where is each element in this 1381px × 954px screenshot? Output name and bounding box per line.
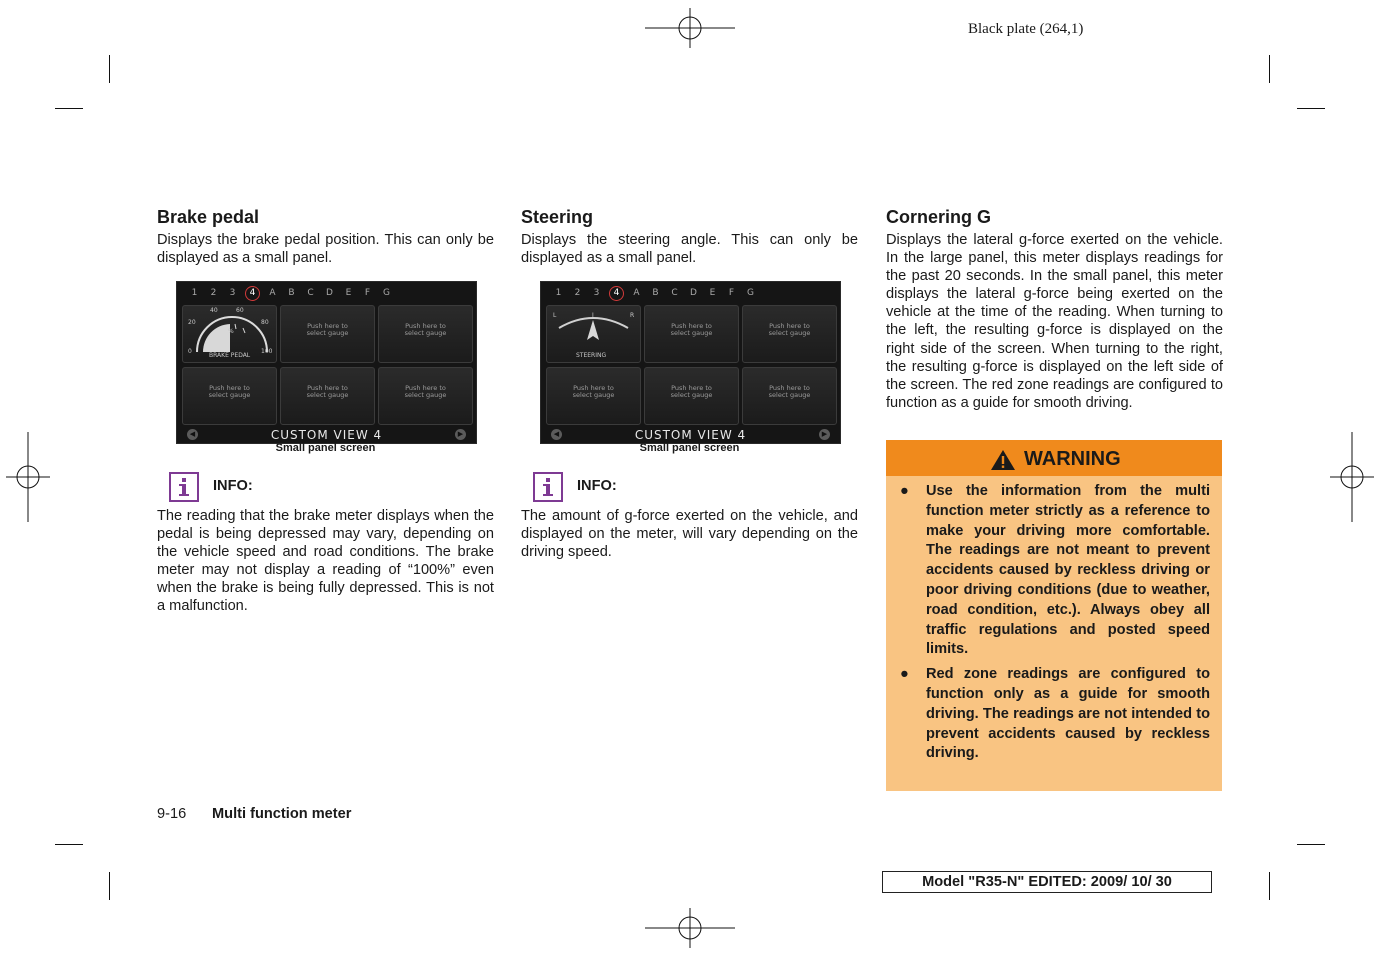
prev-arrow-icon[interactable]: ◀	[551, 429, 562, 440]
model-box	[882, 871, 1212, 893]
prev-arrow-icon[interactable]: ◀	[187, 429, 198, 440]
gauge-label: BRAKE PEDAL	[209, 352, 251, 359]
screen-tab: E	[345, 288, 352, 298]
screen-tab-active: 4	[609, 286, 624, 301]
screen-tab: G	[383, 288, 390, 298]
screen-title: CUSTOM VIEW 4	[270, 428, 383, 442]
screen-tabs	[185, 286, 396, 302]
warning-item-text: Red zone readings are configured to function only as a guide for smooth driving. The readings are not intended to prevent accidents caused by reckless driving.	[926, 666, 1210, 762]
gauge-tick: 80	[261, 319, 269, 326]
screen-footer	[177, 427, 476, 443]
gauge-select-tile[interactable]	[182, 367, 277, 425]
crop-mark	[1269, 55, 1270, 83]
screen-tab: D	[690, 288, 697, 298]
screen-tab: A	[269, 288, 276, 298]
model-edited-label: Model "R35-N" EDITED: 2009/ 10/ 30	[922, 874, 1172, 890]
gauge-right-label: R	[630, 312, 635, 319]
crop-mark	[1297, 844, 1325, 845]
push-text: Push here to	[671, 322, 712, 330]
steering-gauge-tile	[546, 305, 641, 363]
push-text: Push here to	[209, 384, 250, 392]
push-text: Push here to	[671, 384, 712, 392]
crop-mark	[55, 108, 83, 109]
push-text: Push here to	[573, 384, 614, 392]
registration-mark-icon	[645, 908, 735, 948]
info-icon	[533, 472, 563, 502]
brake-pedal-section	[157, 205, 494, 267]
steering-panel-screen	[540, 281, 841, 444]
push-text: select gauge	[208, 391, 251, 399]
gauge-select-tile[interactable]	[378, 367, 473, 425]
gauge-tick: 40	[210, 307, 218, 314]
push-text: select gauge	[404, 329, 447, 337]
push-text: select gauge	[404, 391, 447, 399]
screen-footer	[541, 427, 840, 443]
push-text: select gauge	[670, 329, 713, 337]
next-arrow-icon[interactable]: ▶	[455, 429, 466, 440]
brake-pedal-heading: Brake pedal	[157, 207, 260, 227]
brake-info-text: The reading that the brake meter displays when the pedal is being depressed may vary, depending on the vehicle speed and road conditions. The brake meter may not display a reading of “100%” even when the brake is being fully depressed. This is not a malfunction.	[157, 508, 494, 615]
push-text: Push here to	[307, 384, 348, 392]
gauge-left-label: L	[553, 312, 557, 319]
crop-mark	[1297, 108, 1325, 109]
push-text: Push here to	[769, 384, 810, 392]
steering-heading: Steering	[521, 207, 594, 227]
page-number: 9-16	[157, 806, 187, 822]
gauge-tick: 0	[188, 348, 192, 355]
crop-mark	[55, 844, 83, 845]
screen-tab-active: 4	[245, 286, 260, 301]
warning-triangle-icon	[990, 449, 1016, 471]
push-text: select gauge	[768, 329, 811, 337]
figure-caption: Small panel screen	[639, 442, 740, 454]
screen-tab: E	[709, 288, 716, 298]
gauge-select-tile[interactable]	[644, 367, 739, 425]
brake-gauge-tile	[182, 305, 277, 363]
gauge-unit: %	[228, 328, 234, 335]
push-text: Push here to	[769, 322, 810, 330]
cornering-g-heading: Cornering G	[886, 207, 992, 227]
gauge-select-tile[interactable]	[280, 305, 375, 363]
crop-mark	[109, 55, 110, 83]
gauge-tick: 60	[236, 307, 244, 314]
push-text: select gauge	[670, 391, 713, 399]
screen-tab: D	[326, 288, 333, 298]
screen-tab: 2	[210, 288, 217, 298]
screen-tabs	[549, 286, 760, 302]
warning-box	[886, 440, 1222, 791]
steering-info-text: The amount of g-force exerted on the vehicle, and displayed on the meter, will vary depending on the driving speed.	[521, 508, 858, 561]
registration-mark-icon	[6, 432, 50, 522]
screen-tab: A	[633, 288, 640, 298]
push-text: Push here to	[405, 384, 446, 392]
plate-label: Black plate (264,1)	[968, 21, 1084, 37]
screen-tab: F	[364, 288, 371, 298]
warning-header	[886, 440, 1222, 476]
gauge-label: STEERING	[576, 352, 607, 359]
gauge-select-tile[interactable]	[546, 367, 641, 425]
screen-tab: C	[307, 288, 314, 298]
push-text: select gauge	[306, 329, 349, 337]
screen-tab: 2	[574, 288, 581, 298]
screen-tab: G	[747, 288, 754, 298]
gauge-tick: 100	[261, 348, 273, 355]
warning-list	[900, 482, 1210, 769]
figure-caption: Small panel screen	[275, 442, 376, 454]
warning-title: WARNING	[1024, 448, 1121, 470]
bullet-icon: ●	[900, 666, 909, 683]
gauge-center-label: I	[592, 312, 594, 319]
screen-tab: F	[728, 288, 735, 298]
gauge-select-tile[interactable]	[378, 305, 473, 363]
steering-description: Displays the steering angle. This can only be displayed as a small panel.	[521, 232, 858, 267]
gauge-select-tile[interactable]	[280, 367, 375, 425]
gauge-tick: 20	[188, 319, 196, 326]
section-title: Multi function meter	[212, 806, 352, 822]
warning-item	[900, 665, 1210, 764]
registration-mark-icon	[1330, 432, 1374, 522]
info-label: INFO:	[213, 478, 253, 494]
bullet-icon: ●	[900, 483, 909, 499]
push-text: Push here to	[307, 322, 348, 330]
push-text: select gauge	[768, 391, 811, 399]
registration-mark-icon	[645, 8, 735, 48]
screen-tab: 3	[229, 288, 236, 298]
info-icon	[169, 472, 199, 502]
screen-tab: 1	[555, 288, 562, 298]
crop-mark	[1269, 872, 1270, 900]
warning-item	[900, 482, 1210, 660]
gauge-select-tile[interactable]	[644, 305, 739, 363]
push-text: select gauge	[306, 391, 349, 399]
screen-tab: C	[671, 288, 678, 298]
gauge-select-tile[interactable]	[742, 305, 837, 363]
screen-tab: B	[652, 288, 659, 298]
brake-panel-screen	[176, 281, 477, 444]
info-label: INFO:	[577, 478, 617, 494]
warning-item-text: Use the information from the multi function meter strictly as a reference to make your driving more comfortable. The readings are not meant to prevent accidents caused by reckless driving or poor driving conditions (due to weather, road condition, etc.). Always obey all traffic regulations and posted speed limits.	[926, 483, 1210, 658]
next-arrow-icon[interactable]: ▶	[819, 429, 830, 440]
push-text: Push here to	[405, 322, 446, 330]
steering-section	[521, 205, 858, 267]
screen-tab: 1	[191, 288, 198, 298]
brake-pedal-description: Displays the brake pedal position. This can only be displayed as a small panel.	[157, 232, 494, 267]
screen-tab: 3	[593, 288, 600, 298]
push-text: select gauge	[572, 391, 615, 399]
gauge-select-tile[interactable]	[742, 367, 837, 425]
screen-title: CUSTOM VIEW 4	[634, 428, 747, 442]
screen-tab: B	[288, 288, 295, 298]
cornering-g-section	[886, 205, 1223, 412]
crop-mark	[109, 872, 110, 900]
cornering-g-description: Displays the lateral g-force exerted on the vehicle. In the large panel, this meter displays readings for the past 20 seconds. In the small panel, this meter displays the lateral g-force being exerted on the vehicle at the time of the reading. When turning to the left, the resulting g-force is displayed on the right side of the screen. When turning to the right, the resulting g-force is displayed on the left side of the screen. The red zone readings are configured to function as a guide for smooth driving.	[886, 232, 1223, 411]
